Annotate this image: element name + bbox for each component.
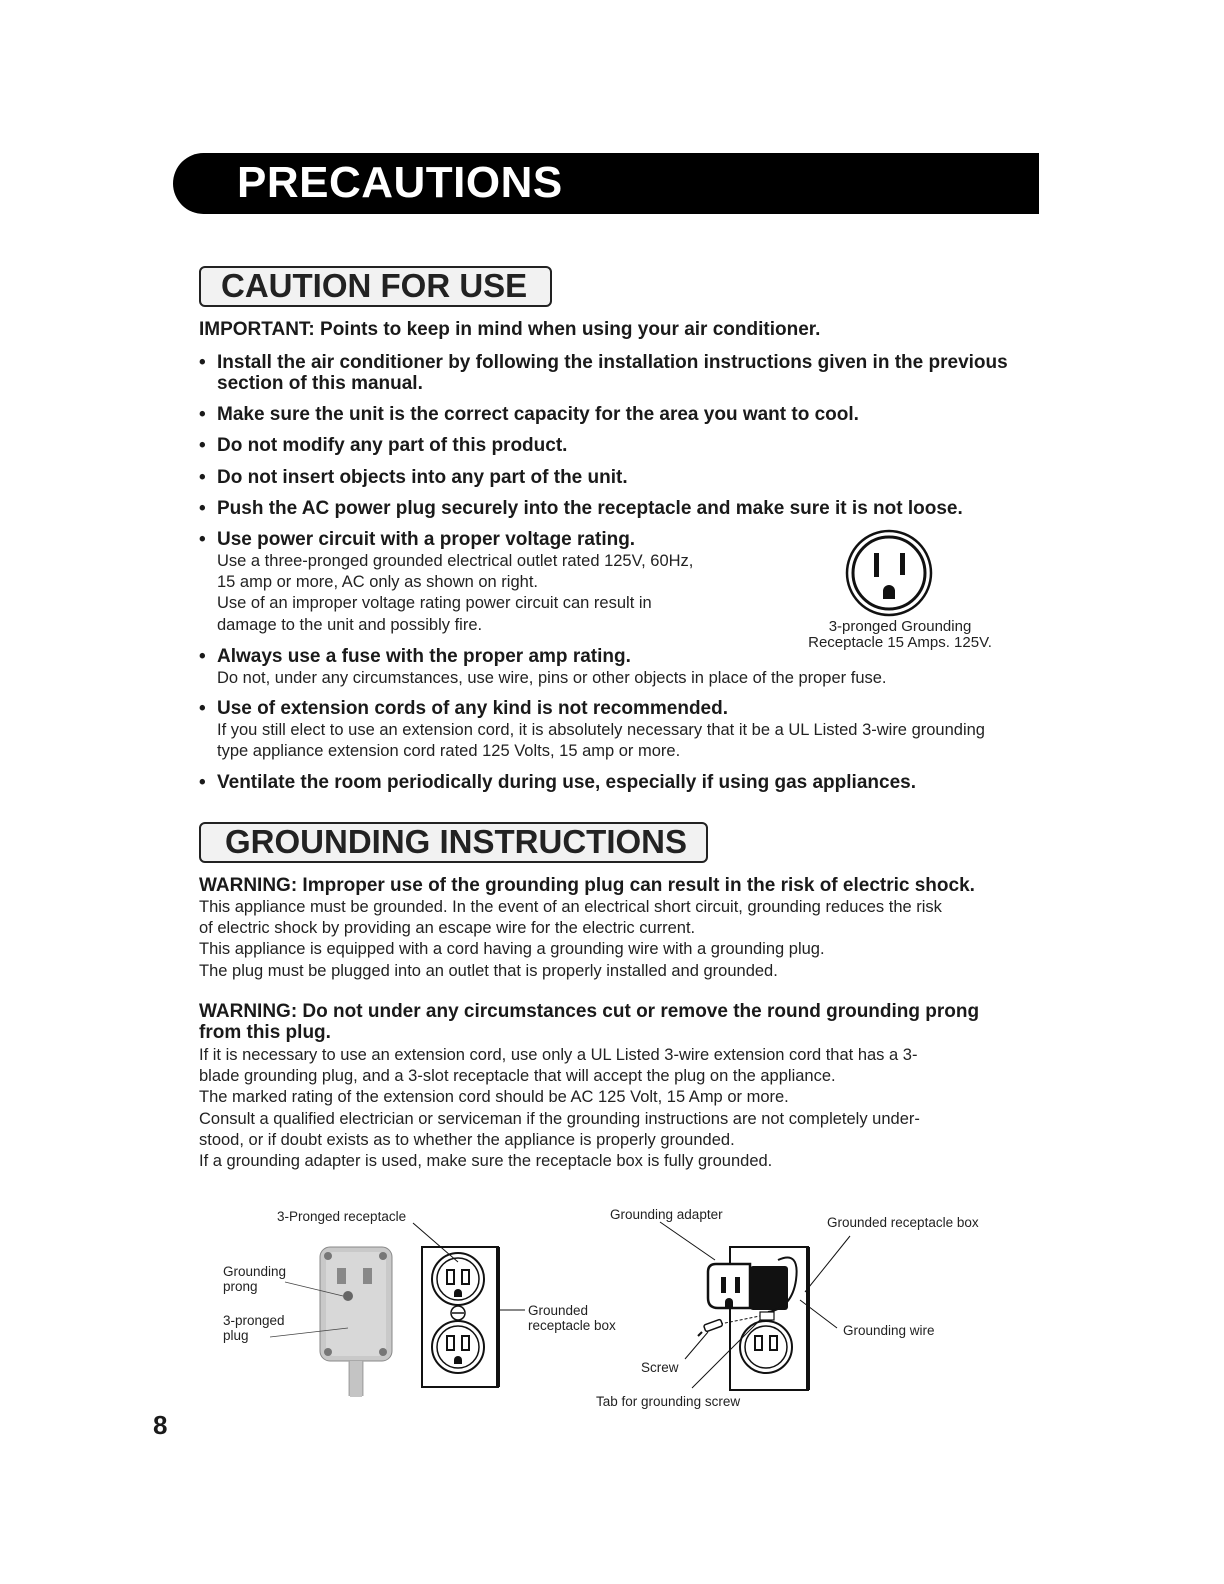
grounding-receptacle-icon [845, 529, 933, 617]
bullet-dot: • [199, 529, 206, 550]
bullet-dot: • [199, 698, 206, 719]
warning-1: WARNING: Improper use of the grounding plug can result in the risk of electric shock. [199, 875, 975, 896]
important-note: IMPORTANT: Points to keep in mind when using your air conditioner. [199, 319, 821, 340]
caption-line: Receptacle 15 Amps. 125V. [808, 634, 992, 651]
label-line: 3-pronged [223, 1313, 285, 1328]
bullet-text: Use power circuit with a proper voltage rating. [217, 529, 636, 550]
grounding-para-2 [199, 1045, 920, 1172]
label-line: prong [223, 1279, 258, 1294]
grounding-section-heading [199, 822, 708, 863]
grounding-adapter-diagram [600, 1200, 1020, 1410]
para-line: This appliance is equipped with a cord having a grounding wire with a grounding plug. [199, 940, 825, 959]
para-line: This appliance must be grounded. In the event of an electrical short circuit, grounding reduces the risk [199, 898, 942, 916]
extension-line: type appliance extension cord rated 125 Volts, 15 amp or more. [217, 742, 681, 761]
para-line: The marked rating of the extension cord should be AC 125 Volt, 15 Amp or more. [199, 1088, 789, 1107]
bullet-dot: • [199, 404, 206, 425]
label-line: Grounded [528, 1303, 589, 1318]
bullet-dot: • [199, 498, 206, 519]
label-line: receptacle box [528, 1318, 616, 1333]
label-screw: Screw [641, 1360, 679, 1375]
label-line: plug [223, 1328, 249, 1343]
voltage-line: Use a three-pronged grounded electrical outlet rated 125V, 60Hz, [217, 552, 694, 570]
para-line: stood, or if doubt exists as to whether the appliance is properly grounded. [199, 1130, 735, 1149]
voltage-line: damage to the unit and possibly fire. [217, 615, 483, 634]
extension-line: If you still elect to use an extension cord, it is absolutely necessary that it be a UL Listed 3-wire grounding [217, 721, 985, 739]
label-3-pronged-plug [223, 1313, 285, 1343]
bullet-dot: • [199, 467, 206, 488]
grounding-section-title: GROUNDING INSTRUCTIONS [225, 823, 687, 860]
bullet-text: Do not insert objects into any part of the unit. [217, 467, 628, 488]
fuse-details [217, 668, 887, 689]
voltage-details [217, 551, 693, 636]
bullet-text: Always use a fuse with the proper amp rating. [217, 646, 631, 667]
bullet-text: Ventilate the room periodically during use, especially if using gas appliances. [217, 772, 916, 793]
voltage-line: Use of an improper voltage rating power circuit can result in [217, 594, 652, 613]
extension-details [217, 720, 985, 762]
bullet-dot: • [199, 352, 206, 373]
plug-receptacle-diagram [200, 1200, 640, 1400]
label-grounded-receptacle-box-right: Grounded receptacle box [827, 1215, 979, 1230]
bullet-text: Install the air conditioner by following the installation instructions given in the previous section of this manual. [217, 352, 1008, 394]
para-line: If a grounding adapter is used, make sure the receptacle box is fully grounded. [199, 1152, 773, 1171]
caution-section-title: CAUTION FOR USE [221, 267, 528, 304]
bullet-text: Make sure the unit is the correct capacity for the area you want to cool. [217, 404, 859, 425]
fuse-line: Do not, under any circumstances, use wire, pins or other objects in place of the proper fuse. [217, 669, 887, 687]
para-line: If it is necessary to use an extension cord, use only a UL Listed 3-wire extension cord that has a 3- [199, 1046, 918, 1064]
para-line: of electric shock by providing an escape wire for the electric current. [199, 919, 696, 938]
bullet-dot: • [199, 646, 206, 667]
label-grounding-wire: Grounding wire [843, 1323, 935, 1338]
caution-section-heading [199, 266, 552, 307]
header-banner [173, 153, 1039, 214]
para-line: Consult a qualified electrician or serviceman if the grounding instructions are not completely under- [199, 1109, 920, 1128]
warning-2: WARNING: Do not under any circumstances cut or remove the round grounding prong from this plug. [199, 1001, 980, 1043]
para-line: The plug must be plugged into an outlet that is properly installed and grounded. [199, 961, 778, 980]
bullet-text: Do not modify any part of this product. [217, 435, 568, 456]
label-grounding-prong [223, 1264, 286, 1294]
bullet-dot: • [199, 435, 206, 456]
label-3-pronged-receptacle: 3-Pronged receptacle [277, 1209, 407, 1224]
label-line: Grounding [223, 1264, 287, 1279]
bullet-text: Use of extension cords of any kind is not recommended. [217, 698, 728, 719]
grounding-para-1 [199, 897, 942, 982]
label-grounding-adapter: Grounding adapter [610, 1207, 723, 1222]
receptacle-caption [790, 619, 1010, 651]
label-tab-for-grounding-screw: Tab for grounding screw [596, 1394, 741, 1409]
bullet-dot: • [199, 772, 206, 793]
page-number: 8 [153, 1410, 168, 1440]
voltage-line: 15 amp or more, AC only as shown on right. [217, 573, 538, 592]
caption-line: 3-pronged Grounding [828, 618, 972, 635]
para-line: blade grounding plug, and a 3-slot receptacle that will accept the plug on the appliance. [199, 1067, 836, 1086]
page-title: PRECAUTIONS [237, 158, 563, 207]
bullet-text: Push the AC power plug securely into the receptacle and make sure it is not loose. [217, 498, 963, 519]
